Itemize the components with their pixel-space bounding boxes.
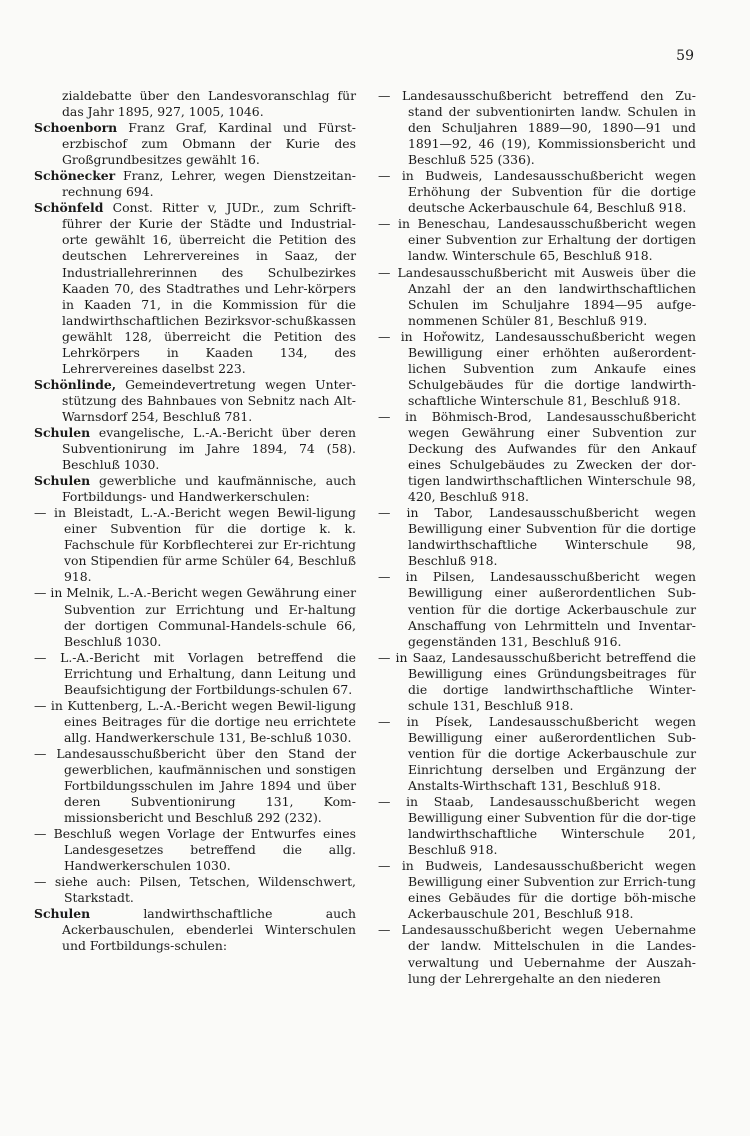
index-subentry: — in Budweis, Landesausschußbericht wegen Bewilligung einer Subvention zur Errich-tung eines Gebäudes für die dortige böh-mische Ackerbauschule 201, Beschluß 918. — [378, 858, 696, 922]
index-subentry: — Landesausschußbericht betreffend den Zu-stand der subventionirten landw. Schulen in den Schuljahren 1889—90, 1890—91 und 1891—92, 46 (19), Kommissionsbericht und Beschluß 525 (336). — [378, 88, 696, 168]
index-entry — [34, 377, 356, 425]
index-entry — [34, 200, 356, 377]
entry-keyword: Schulen — [34, 424, 91, 440]
entry-text: zialdebatte über den Landesvoranschlag für das Jahr 1895, 927, 1005, 1046. — [62, 88, 356, 120]
entry-keyword: Schulen — [34, 473, 91, 489]
entry-text: Gemeindevertretung wegen Unter-stützung des Bahnbaues von Sebnitz nach Alt-Warnsdorf 254, Beschluß 781. — [62, 376, 356, 424]
entry-text: Franz, Lehrer, wegen Dienstzeitan-rechnung 694. — [62, 168, 356, 200]
index-subentry: — Landesausschußbericht wegen Uebernahme der landw. Mittelschulen in die Landes-verwaltung und Uebernahme der Auszah-lung der Lehrergehalte an den niederen — [378, 922, 696, 986]
entry-keyword: Schoenborn — [34, 120, 118, 136]
index-subentry: — in Pilsen, Landesausschußbericht wegen Bewilligung einer außerordentlichen Sub-vention für die dortige Ackerbauschule zur Anschaffung von Lehrmitteln und Inventar-gegenständen 131, Beschluß 916. — [378, 569, 696, 649]
index-subentry: — in Saaz, Landesausschußbericht betreffend die Bewilligung eines Gründungsbeitrages für die dortige landwirthschaftliche Winter-schule 131, Beschluß 918. — [378, 649, 696, 713]
index-subentry: — Landesausschußbericht mit Ausweis über die Anzahl der an den landwirthschaftlichen Schulen im Schuljahre 1894—95 aufge-nommenen Schüler 81, Beschluß 919. — [378, 264, 696, 328]
entry-text: landwirthschaftliche auch Ackerbauschulen, ebenderlei Winterschulen und Fortbildungs-schulen: — [62, 906, 356, 954]
index-entry — [34, 88, 356, 120]
index-subentry: — Beschluß wegen Vorlage der Entwurfes eines Landesgesetzes betreffend die allg. Handwerkerschulen 1030. — [34, 826, 356, 874]
index-subentry: — in Hořowitz, Landesausschußbericht wegen Bewilligung einer erhöhten außerordent-lichen Subvention zum Ankaufe eines Schulgebäudes für die dortige landwirth-schaftliche Winterschule 81, Beschluß 918. — [378, 328, 696, 408]
index-subentry: — in Beneschau, Landesausschußbericht wegen einer Subvention zur Erhaltung der dortigen landw. Winterschule 65, Beschluß 918. — [378, 216, 696, 264]
index-entry — [34, 425, 356, 473]
index-subentry: — in Budweis, Landesausschußbericht wegen Erhöhung der Subvention für die dortige deutsche Ackerbauschule 64, Beschluß 918. — [378, 168, 696, 216]
index-subentry: — L.-A.-Bericht mit Vorlagen betreffend die Errichtung und Erhaltung, dann Leitung und Beaufsichtigung der Fortbildungs-schulen 67. — [34, 649, 356, 697]
index-subentry: — in Staab, Landesausschußbericht wegen Bewilligung einer Subvention für die dor-tige landwirthschaftliche Winterschule 201, Beschluß 918. — [378, 794, 696, 858]
right-column — [378, 88, 696, 987]
index-subentry: — in Böhmisch-Brod, Landesausschußbericht wegen Gewährung einer Subvention zur Deckung des Aufwandes für den Ankauf eines Schulgebäudes zu Zwecken der dor-tigen landwirthschaftlichen Winterschule 98, 420, Beschluß 918. — [378, 408, 696, 505]
index-entry — [34, 168, 356, 200]
entry-text: gewerbliche und kaufmännische, auch Fortbildungs- und Handwerkerschulen: — [62, 473, 356, 505]
index-entry — [34, 473, 356, 505]
entry-keyword: Schönlinde, — [34, 376, 117, 392]
index-entry — [34, 906, 356, 954]
index-entry — [34, 120, 356, 168]
entry-keyword: Schönfeld — [34, 200, 104, 216]
entry-keyword: Schulen — [34, 906, 91, 922]
entry-text: evangelische, L.-A.-Bericht über deren Subventionirung im Jahre 1894, 74 (58). Beschluß 1030. — [62, 424, 356, 473]
index-subentry: — siehe auch: Pilsen, Tetschen, Wildenschwert, Starkstadt. — [34, 874, 356, 906]
left-column — [34, 88, 356, 955]
entry-text: Franz Graf, Kardinal und Fürst-erzbischof zum Obmann der Kurie des Großgrundbesitzes gewählt 16. — [62, 120, 356, 168]
index-subentry: — in Bleistadt, L.-A.-Bericht wegen Bewil-ligung einer Subvention für die dortige k. k. Fachschule für Korbflechterei zur Er-richtung von Stipendien für arme Schüler 64, Beschluß 918. — [34, 505, 356, 585]
index-subentry: — in Melnik, L.-A.-Bericht wegen Gewährung einer Subvention zur Errichtung und Er-haltung der dortigen Communal-Handels-schule 66, Beschluß 1030. — [34, 585, 356, 649]
index-subentry: — in Kuttenberg, L.-A.-Bericht wegen Bewil-ligung eines Beitrages für die dortige neu errichtete allg. Handwerkerschule 131, Be-schluß 1030. — [34, 697, 356, 745]
page-number: 59 — [676, 48, 694, 64]
index-subentry: — in Tabor, Landesausschußbericht wegen Bewilligung einer Subvention für die dortige landwirthschaftliche Winterschule 98, Beschluß 918. — [378, 505, 696, 569]
entry-text: Const. Ritter v, JUDr., zum Schrift-führer der Kurie der Städte und Industrial-orte gewählt 16, überreicht die Petition des deutschen Lehrervereines in Saaz, der Industriallehrerinnen des Schulbezirkes Kaaden 70, des Stadtrathes und Lehr-körpers in Kaaden 71, in die Kommission für die landwirthschaftlichen Bezirksvor-schußkassen gewählt 128, überreicht die Petition des Lehrkörpers in Kaaden 134, des Lehrervereines daselbst 223. — [62, 200, 356, 376]
index-subentry: — in Písek, Landesausschußbericht wegen Bewilligung einer außerordentlichen Sub-vention für die dortige Ackerbauschule zur Einrichtung derselben und Ergänzung der Anstalts-Wirthschaft 131, Beschluß 918. — [378, 713, 696, 794]
index-subentry: — Landesausschußbericht über den Stand der gewerblichen, kaufmännischen und sonstigen Fortbildungsschulen im Jahre 1894 und über deren Subventionirung 131, Kom-missionsbericht und Beschluß 292 (232). — [34, 745, 356, 826]
entry-keyword: Schönecker — [34, 168, 116, 184]
